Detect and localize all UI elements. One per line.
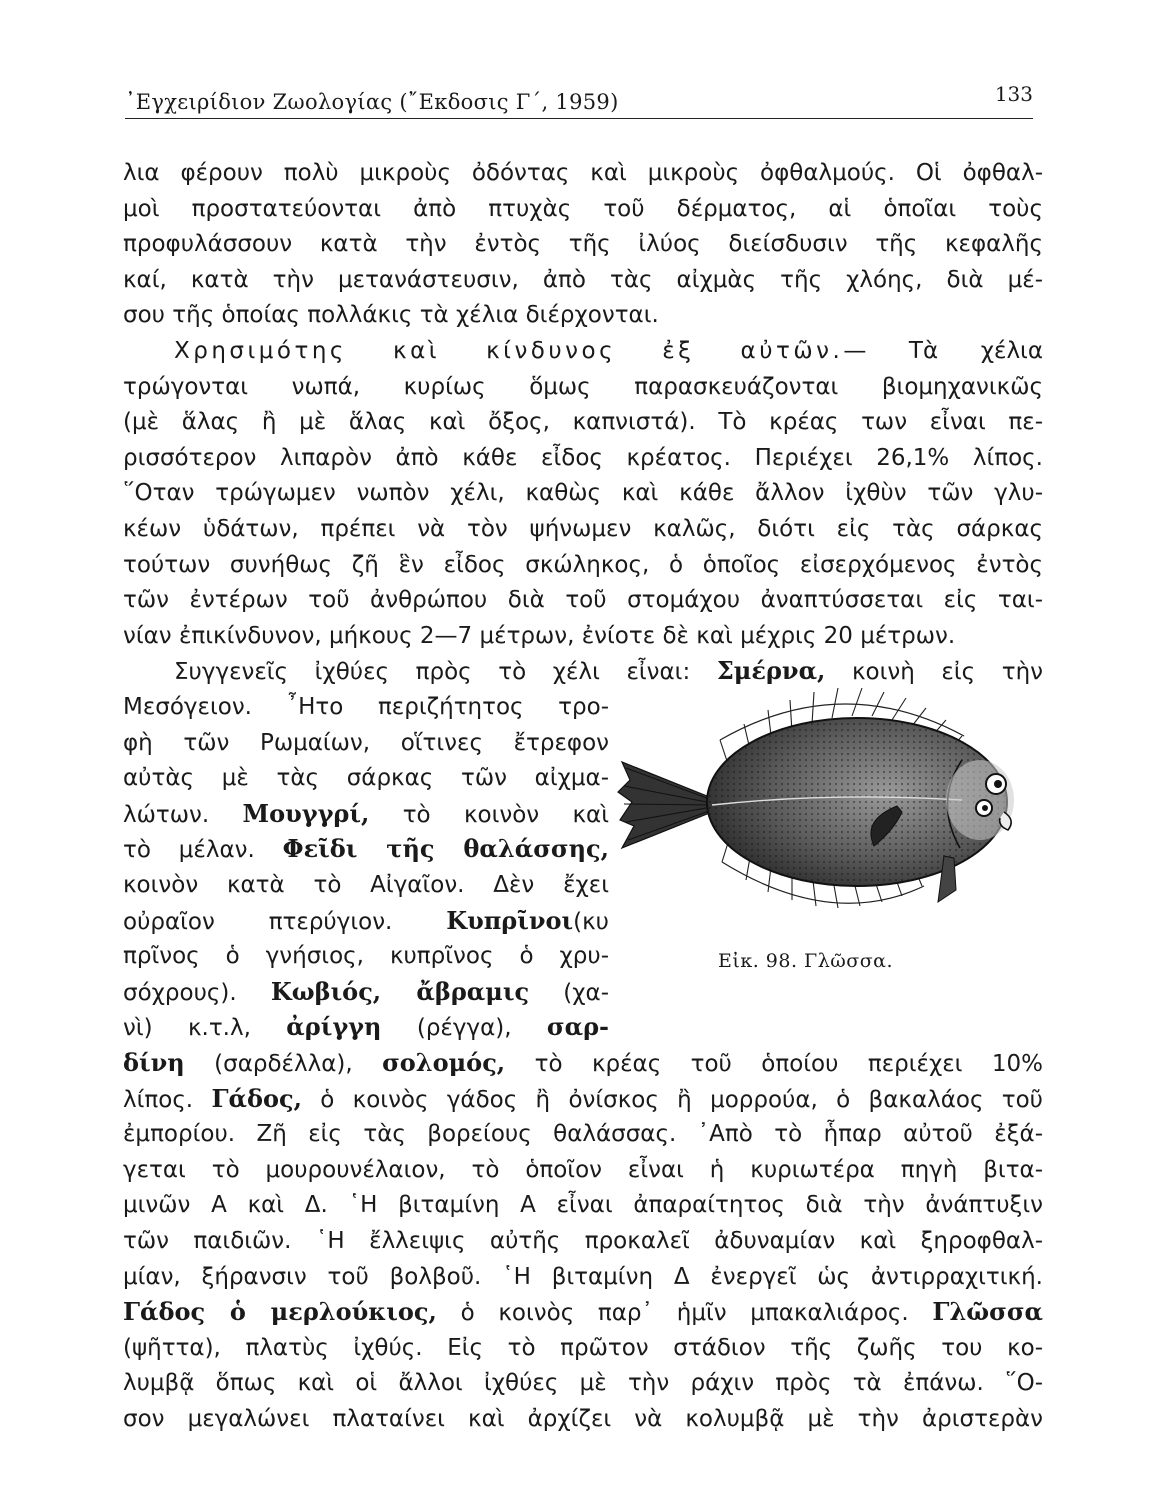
text-run: ὁ κοινὸς παρ᾿ ἡμῖν μπακαλιάρος. — [436, 1300, 933, 1327]
text-run: ὁ κοινὸς γάδος ἢ ὀνίσκος ἢ μορρούα, ὁ βακαλάος τοῦ — [301, 1086, 1043, 1113]
bold-term: Κωβιός, ἄβραμις — [270, 976, 530, 1006]
text-run: λια φέρουν πολὺ μικροὺς ὀδόντας καὶ μικροὺς ὀφθαλμούς. Οἱ ὀφθαλ- — [123, 160, 1043, 186]
bold-term: Γάδος ὁ μερλούκιος, — [123, 1297, 437, 1327]
text-line — [123, 443, 1043, 473]
text-run: (μὲ ἅλας ἢ μὲ ἅλας καὶ ὄξος, καπνιστά). Τὸ κρέας των εἶναι πε- — [123, 409, 1043, 436]
text-run: αὐτὰς μὲ τὰς σάρκας τῶν αἰχμα- — [123, 765, 609, 792]
bold-term: σολομός, — [382, 1048, 506, 1077]
bold-term: Μουγγρί, — [242, 798, 370, 828]
text-run: ἐμπορίου. Ζῆ εἰς τὰς βορείους θαλάσσας. ᾿Απὸ τὸ ἧπαρ αὐτοῦ ἐξά- — [123, 1121, 1043, 1148]
text-run: φὴ τῶν Ρωμαίων, οἵτινες ἔτρεφον — [123, 729, 609, 756]
bold-term: σαρ- — [546, 1012, 609, 1042]
text-run: μοὶ προστατεύονται ἀπὸ πτυχὰς τοῦ δέρματος, αἱ ὁποῖαι τοὺς — [123, 195, 1043, 222]
text-line — [123, 478, 1043, 508]
figure-flatfish — [612, 680, 1042, 920]
text-line — [123, 1084, 1043, 1114]
text-line — [123, 550, 1043, 580]
text-run: τῶν παιδιῶν. ῾Η ἔλλειψις αὐτῆς προκαλεῖ ἀδυναμίαν καὶ ξηροφθαλ- — [123, 1228, 1043, 1254]
text-run: (ρέγγα), — [381, 1015, 547, 1042]
text-run: νὶ) κ.τ.λ, — [123, 1015, 287, 1042]
text-run: λώτων. — [123, 801, 243, 828]
figure-caption: Εἰκ. 98. Γλῶσσα. — [718, 950, 894, 972]
text-run: (χα- — [529, 979, 609, 1006]
text-line — [123, 1297, 1043, 1327]
bold-term: Γάδος, — [211, 1083, 302, 1113]
text-line — [123, 1119, 1043, 1149]
text-run: τῶν ἐντέρων τοῦ ἀνθρώπου διὰ τοῦ στομάχου ἀναπτύσσεται εἰς ται- — [123, 587, 1043, 614]
text-run: νίαν ἐπικίνδυνον, μήκους 2—7 μέτρων, ἐνίοτε δὲ καὶ μέχρις 20 μέτρων. — [123, 622, 956, 649]
text-run: πρῖνος ὁ γνήσιος, κυπρῖνος ὁ χρυ- — [123, 943, 609, 970]
text-run: οὐραῖον πτερύγιον. — [123, 908, 447, 935]
text-run: (κυ — [573, 908, 609, 935]
text-run: τὸ μέλαν. — [123, 837, 283, 864]
spaced-heading: Χρησιμότης καὶ κίνδυνος ἐξ αὐτῶν. — [174, 338, 844, 364]
bold-term: ἀρίγγη — [286, 1012, 382, 1042]
running-title: ᾿Εγχειρίδιον Ζωολογίας (῎Εκδοσις Γ΄, 1959) — [125, 90, 619, 114]
text-line — [123, 229, 1043, 259]
text-line — [123, 834, 609, 864]
text-line — [123, 194, 1043, 224]
text-line — [123, 1048, 1043, 1078]
text-line — [123, 692, 609, 722]
text-run: Συγγενεῖς ἰχθύες πρὸς τὸ χέλι εἶναι: — [174, 659, 717, 686]
text-line — [123, 906, 609, 936]
text-run: τὸ κρέας τοῦ ὁποίου περιέχει 10% — [505, 1051, 1043, 1077]
text-run: καί, κατὰ τὴν μετανάστευσιν, ἀπὸ τὰς αἰχμὰς τῆς χλόης, διὰ μέ- — [123, 266, 1043, 293]
text-line — [123, 1262, 1043, 1292]
text-line — [123, 941, 609, 971]
text-line — [123, 300, 1043, 330]
text-line — [123, 977, 609, 1007]
text-line — [123, 585, 1043, 615]
page-header — [125, 84, 1033, 119]
text-run: σου τῆς ὁποίας πολλάκις τὰ χέλια διέρχονται. — [123, 302, 659, 329]
flatfish-illustration — [612, 680, 1042, 920]
text-run: τὸ κοινὸν καὶ — [369, 801, 610, 828]
text-run: κοινὸν κατὰ τὸ Αἰγαῖον. Δὲν ἔχει — [123, 872, 609, 898]
text-run: Μεσόγειον. ῏Ητο περιζήτητος τρο- — [123, 694, 609, 720]
text-line — [123, 1333, 1043, 1363]
text-line — [123, 728, 609, 758]
text-line — [123, 1012, 609, 1042]
page-number: 133 — [994, 82, 1033, 106]
text-run: τρώγονται νωπά, κυρίως ὅμως παρασκευάζονται βιομηχανικῶς — [123, 373, 1043, 400]
text-run: μινῶν Α καὶ Δ. ῾Η βιταμίνη Α εἶναι ἀπαραίτητος διὰ τὴν ἀνάπτυξιν — [123, 1192, 1043, 1219]
text-line — [123, 870, 609, 900]
text-run: ῞Οταν τρώγωμεν νωπὸν χέλι, καθὼς καὶ κάθε ἄλλον ἰχθὺν τῶν γλυ- — [123, 480, 1043, 507]
bold-term: Σμέρνα, — [716, 656, 826, 686]
text-line — [123, 799, 609, 829]
text-run: τούτων συνήθως ζῆ ἓν εἶδος σκώληκος, ὁ ὁποῖος εἰσερχόμενος ἐντὸς — [123, 551, 1043, 578]
text-run: προφυλάσσουν κατὰ τὴν ἐντὸς τῆς ἰλύος διείσδυσιν τῆς κεφαλῆς — [123, 231, 1043, 258]
text-line — [123, 514, 1043, 544]
text-line — [123, 763, 609, 793]
text-line — [123, 265, 1043, 295]
text-run: σόχρους). — [123, 979, 271, 1006]
text-run: κέων ὑδάτων, πρέπει νὰ τὸν ψήνωμεν καλῶς, διότι εἰς τὰς σάρκας — [123, 516, 1043, 542]
text-run: σον μεγαλώνει πλαταίνει καὶ ἀρχίζει νὰ κολυμβᾷ μὲ τὴν ἀριστερὰν — [123, 1406, 1043, 1432]
text-line — [174, 336, 1043, 366]
bold-term: Γλῶσσα — [932, 1297, 1043, 1327]
text-line — [123, 1226, 1043, 1256]
bold-term: δίνη — [123, 1048, 185, 1077]
text-run: (ψῆττα), πλατὺς ἰχθύς. Εἰς τὸ πρῶτον στάδιον τῆς ζωῆς του κο- — [123, 1334, 1043, 1361]
text-run: — Τὰ χέλια — [843, 338, 1043, 364]
text-line — [123, 621, 1043, 651]
text-run: ρισσότερον λιπαρὸν ἀπὸ κάθε εἶδος κρέατος. Περιέχει 26,1% λίπος. — [123, 444, 1043, 471]
text-run: κοινὴ εἰς τὴν — [825, 659, 1043, 686]
text-line — [123, 1190, 1043, 1220]
text-run: λυμβᾷ ὅπως καὶ οἱ ἄλλοι ἰχθύες μὲ τὴν ράχιν πρὸς τὰ ἐπάνω. ῞Ο- — [123, 1370, 1043, 1397]
text-line — [123, 1368, 1043, 1398]
text-line — [123, 1155, 1043, 1185]
text-line — [123, 1404, 1043, 1434]
text-line — [123, 372, 1043, 402]
text-run: γεται τὸ μουρουνέλαιον, τὸ ὁποῖον εἶναι ἡ κυριωτέρα πηγὴ βιτα- — [123, 1156, 1043, 1183]
text-line — [123, 407, 1043, 437]
text-run: (σαρδέλλα), — [184, 1051, 383, 1077]
text-run: λίπος. — [123, 1086, 212, 1113]
bold-term: Φεῖδι τῆς θαλάσσης, — [282, 834, 609, 864]
bold-term: Κυπρῖνοι — [446, 905, 574, 935]
text-line — [123, 158, 1043, 188]
text-run: μίαν, ξήρανσιν τοῦ βολβοῦ. ῾Η βιταμίνη Δ ἐνεργεῖ ὡς ἀντιρραχιτική. — [123, 1263, 1043, 1290]
